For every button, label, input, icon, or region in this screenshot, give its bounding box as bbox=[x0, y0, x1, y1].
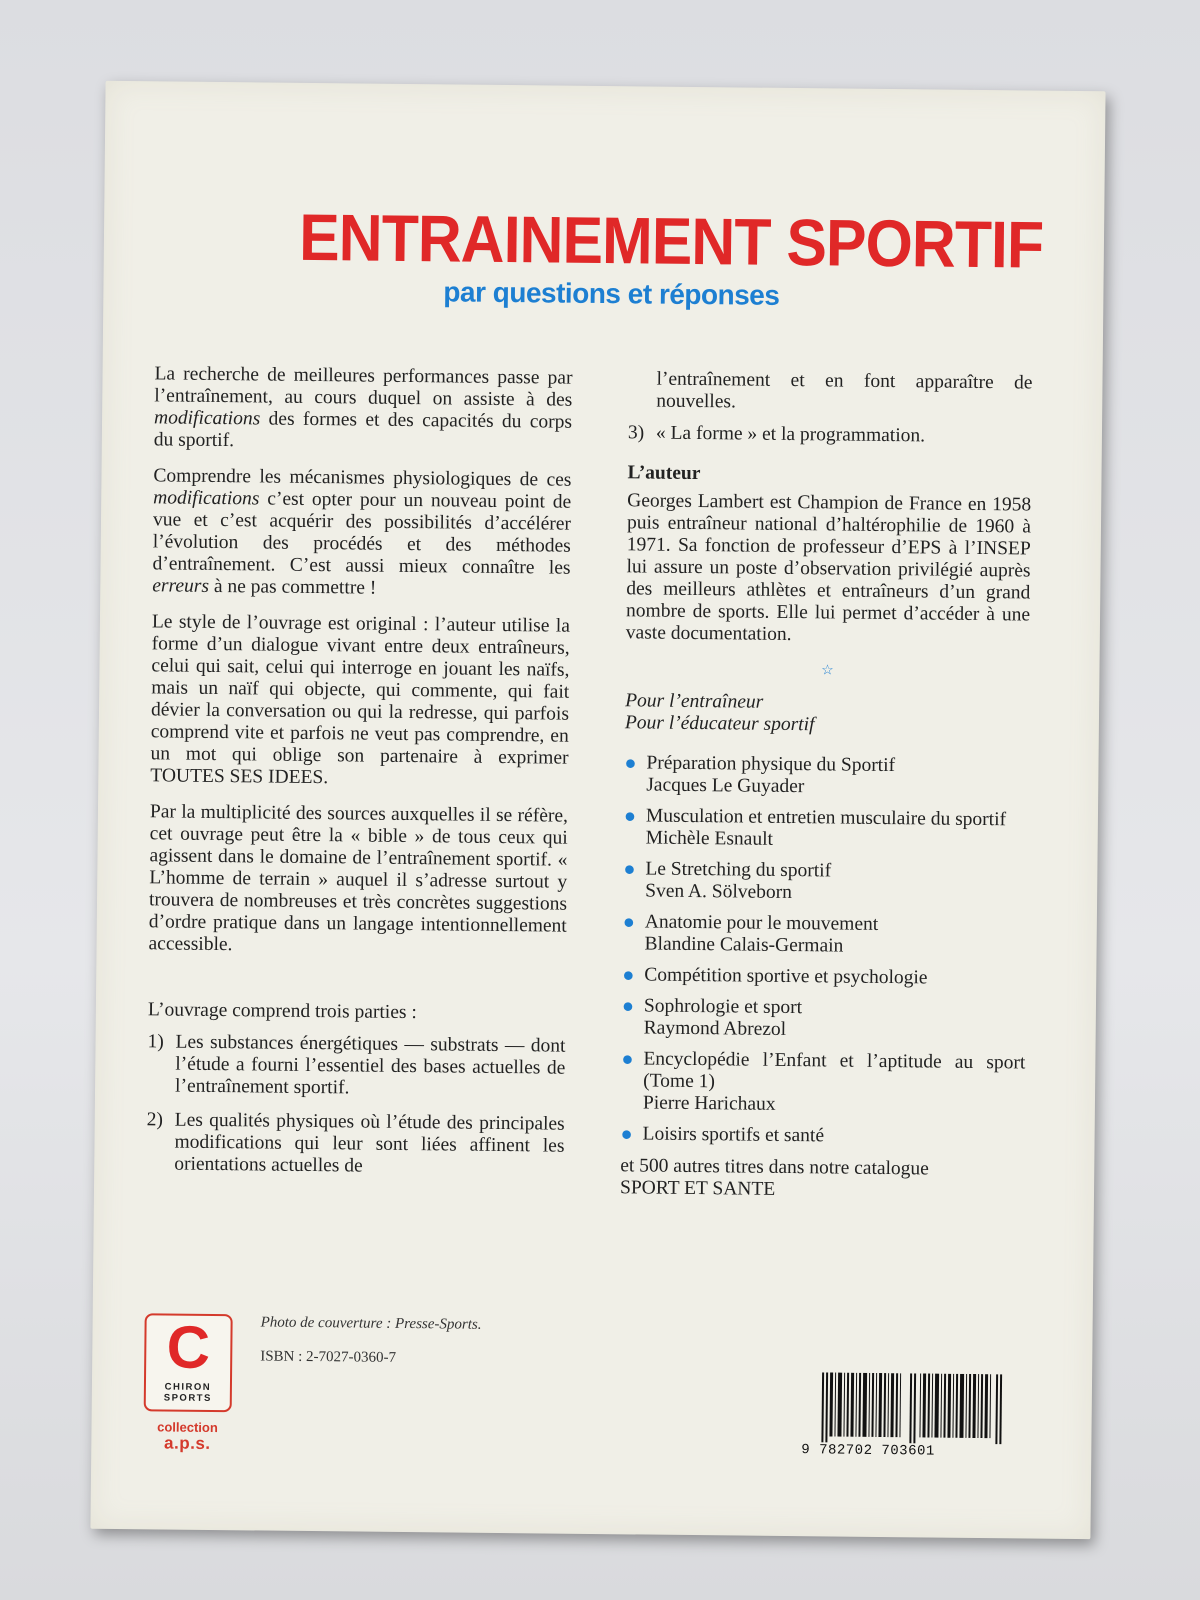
paragraph-3: Le style de l’ouvrage est original : l’auteur utilise la forme d’un dialogue vivant entre deux entraîneurs, celui qui sait, celui qui interroge en jouant les naïfs, mais un naïf qui objecte, qui commente, qui fait dévier la conversation ou qui la redresse, qui parfois comprend vite et parfois ne veut pas comprendre, en un mot qui oblige son partenaire à exprimer TOUTES SES IDEES. bbox=[150, 611, 571, 789]
photo-credit: Photo de couverture : Presse-Sports. bbox=[260, 1314, 482, 1333]
paragraph-1: La recherche de meilleures performances passe par l’entraînement, au cours duquel on assiste à des modifications des formes et des capacités du corps du sportif. bbox=[153, 363, 573, 452]
list-item: ● Loisirs sportifs et santé bbox=[620, 1123, 825, 1147]
catalog-note: et 500 autres titres dans notre catalogue SPORT ET SANTE bbox=[619, 1155, 930, 1200]
list-item: ● Encyclopédie l’Enfant et l’aptitude au sport (Tome 1) Pierre Harichaux bbox=[621, 1048, 1026, 1115]
list-item: 2) Les qualités physiques où l’étude des principales modifications qui leur sont liées affinent les orientations actuelles de bbox=[146, 1109, 565, 1177]
author-heading: L’auteur bbox=[627, 462, 701, 485]
bullet-icon: ● bbox=[623, 858, 636, 881]
collection-label: collection a.p.s. bbox=[157, 1419, 218, 1453]
author-bio: Georges Lambert est Champion de France en 1958 puis entraîneur national d’haltérophilie de 1960 à 1971. Sa fonction de professeur d’EPS à l’INSEP lui assure un poste d’observation privilégié auprès des meilleurs athlètes et entraîneurs d’un grand nombre de sports. Elle lui permet d’accéder à une vaste documentation. bbox=[625, 490, 1032, 646]
bullet-icon: ● bbox=[621, 1048, 634, 1071]
bullet-icon: ● bbox=[624, 752, 637, 775]
list-item: ● Anatomie pour le mouvement Blandine Calais-Germain bbox=[622, 911, 879, 957]
list-item: ● Compétition sportive et psychologie bbox=[622, 964, 928, 989]
bullet-icon: ● bbox=[621, 995, 635, 1018]
related-books-list bbox=[620, 752, 1028, 1149]
list-item: ● Préparation physique du Sportif Jacques Le Guyader bbox=[624, 752, 896, 798]
part-3: 3) « La forme » et la programmation. bbox=[627, 422, 926, 447]
barcode bbox=[801, 1372, 1010, 1470]
audience-line-1: Pour l’entraîneur bbox=[625, 690, 764, 713]
part-2-continued: l’entraînement et en font apparaître de nouvelles. bbox=[656, 368, 1033, 413]
bullet-icon: ● bbox=[622, 911, 636, 934]
isbn: ISBN : 2-7027-0360-7 bbox=[260, 1348, 397, 1366]
barcode-digits: 9 782702 703601 bbox=[801, 1442, 935, 1460]
barcode-bars bbox=[819, 1372, 1010, 1444]
list-item: ● Musculation et entretien musculaire du sportif Michèle Esnault bbox=[623, 805, 1007, 850]
book-back-cover bbox=[90, 81, 1105, 1539]
paragraph-2: Comprendre les mécanismes physiologiques de ces modifications c’est opter pour un nouveau point de vue et c’est acquérir des possibilités d’accélérer l’évolution des procédés et des méthodes d’entraînement. C’est aussi mieux connaître les erreurs à ne pas commettre ! bbox=[152, 465, 572, 599]
bullet-icon: ● bbox=[622, 964, 635, 987]
left-column bbox=[146, 363, 573, 1191]
star-icon: ☆ bbox=[821, 663, 834, 679]
list-item: ● Sophrologie et sport Raymond Abrezol bbox=[621, 995, 803, 1040]
list-item: ● Le Stretching du sportif Sven A. Sölveborn bbox=[623, 858, 832, 904]
bullet-icon: ● bbox=[623, 805, 637, 828]
bullet-icon: ● bbox=[620, 1123, 633, 1146]
list-item: 1) Les substances énergétiques — substrats — dont l’étude a fourni l’essentiel des bases actuelles de l’entraînement sportif. bbox=[147, 1031, 566, 1099]
book-subtitle: par questions et réponses bbox=[443, 276, 780, 311]
book-title: ENTRAINEMENT SPORTIF bbox=[298, 199, 1044, 282]
audience-line-2: Pour l’éducateur sportif bbox=[624, 712, 815, 736]
paragraph-4: Par la multiplicité des sources auxquelles il se réfère, cet ouvrage peut être la « bible » de tous ceux qui agissent dans le domaine de l’entraînement sportif. « L’homme de terrain » auquel il s’adresse surtout y trouvera de nombreuses et très concrètes suggestions d’ordre pratique dans un langage intentionnellement accessible. bbox=[148, 801, 569, 956]
right-column bbox=[620, 368, 1033, 1203]
parts-list bbox=[146, 1031, 565, 1179]
publisher-logo: C CHIRON SPORTS bbox=[144, 1313, 233, 1412]
parts-intro: L’ouvrage comprend trois parties : bbox=[147, 999, 417, 1024]
